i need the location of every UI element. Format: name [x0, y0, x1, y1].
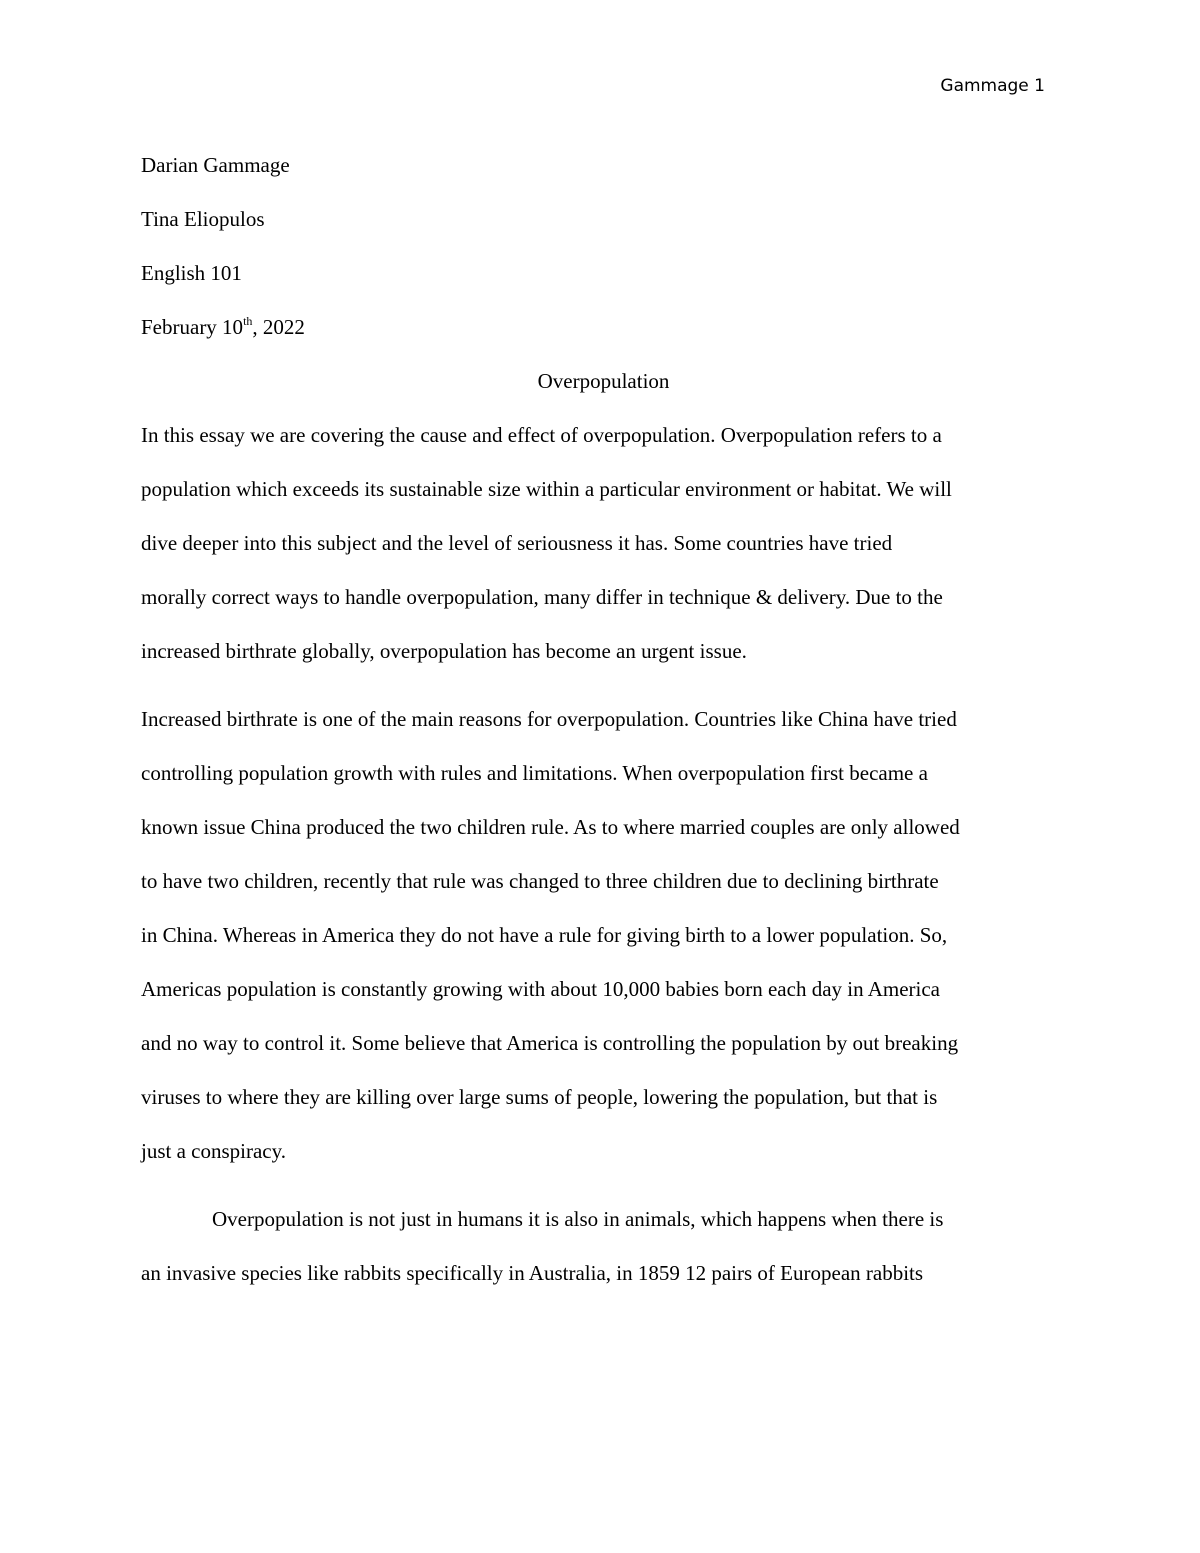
- text-line: controlling population growth with rules and limitations. When overpopulation first became a: [141, 761, 928, 785]
- text-line: population which exceeds its sustainable size within a particular environment or habitat. We will: [141, 477, 952, 501]
- date-suffix: , 2022: [252, 315, 305, 339]
- text-line: to have two children, recently that rule was changed to three children due to declining birthrate: [141, 869, 939, 893]
- text-line: viruses to where they are killing over large sums of people, lowering the population, but that is: [141, 1085, 938, 1109]
- text-line: Americas population is constantly growing with about 10,000 babies born each day in America: [141, 977, 940, 1001]
- text-line: increased birthrate globally, overpopulation has become an urgent issue.: [141, 639, 747, 663]
- text-line: known issue China produced the two children rule. As to where married couples are only allowed: [141, 815, 960, 839]
- course-name: English 101: [141, 261, 242, 285]
- text-line: dive deeper into this subject and the level of seriousness it has. Some countries have tried: [141, 531, 893, 555]
- essay-title: Overpopulation: [537, 369, 670, 393]
- paragraph-intro: [141, 408, 1066, 678]
- running-header: Gammage 1: [940, 76, 1045, 96]
- text-line: in China. Whereas in America they do not have a rule for giving birth to a lower population. So,: [141, 923, 948, 947]
- text-line: and no way to control it. Some believe that America is controlling the population by out breaking: [141, 1031, 959, 1055]
- instructor-name: Tina Eliopulos: [141, 207, 265, 231]
- text-line: just a conspiracy.: [141, 1139, 287, 1163]
- text-line: an invasive species like rabbits specifically in Australia, in 1859 12 pairs of European rabbits: [141, 1261, 924, 1285]
- author-name: Darian Gammage: [141, 153, 290, 177]
- text-line: Increased birthrate is one of the main reasons for overpopulation. Countries like China have tried: [141, 707, 957, 731]
- date-ordinal: th: [243, 314, 253, 328]
- essay-body: [141, 138, 1066, 1300]
- text-line: Overpopulation is not just in humans it is also in animals, which happens when there is: [212, 1207, 944, 1231]
- essay-date: [141, 300, 1066, 354]
- paragraph-animals: [141, 1192, 1066, 1300]
- date-prefix: February 10: [141, 315, 244, 339]
- text-line: morally correct ways to handle overpopulation, many differ in technique & delivery. Due to the: [141, 585, 943, 609]
- paragraph-birthrate: [141, 692, 1066, 1178]
- text-line: In this essay we are covering the cause and effect of overpopulation. Overpopulation refers to a: [141, 423, 942, 447]
